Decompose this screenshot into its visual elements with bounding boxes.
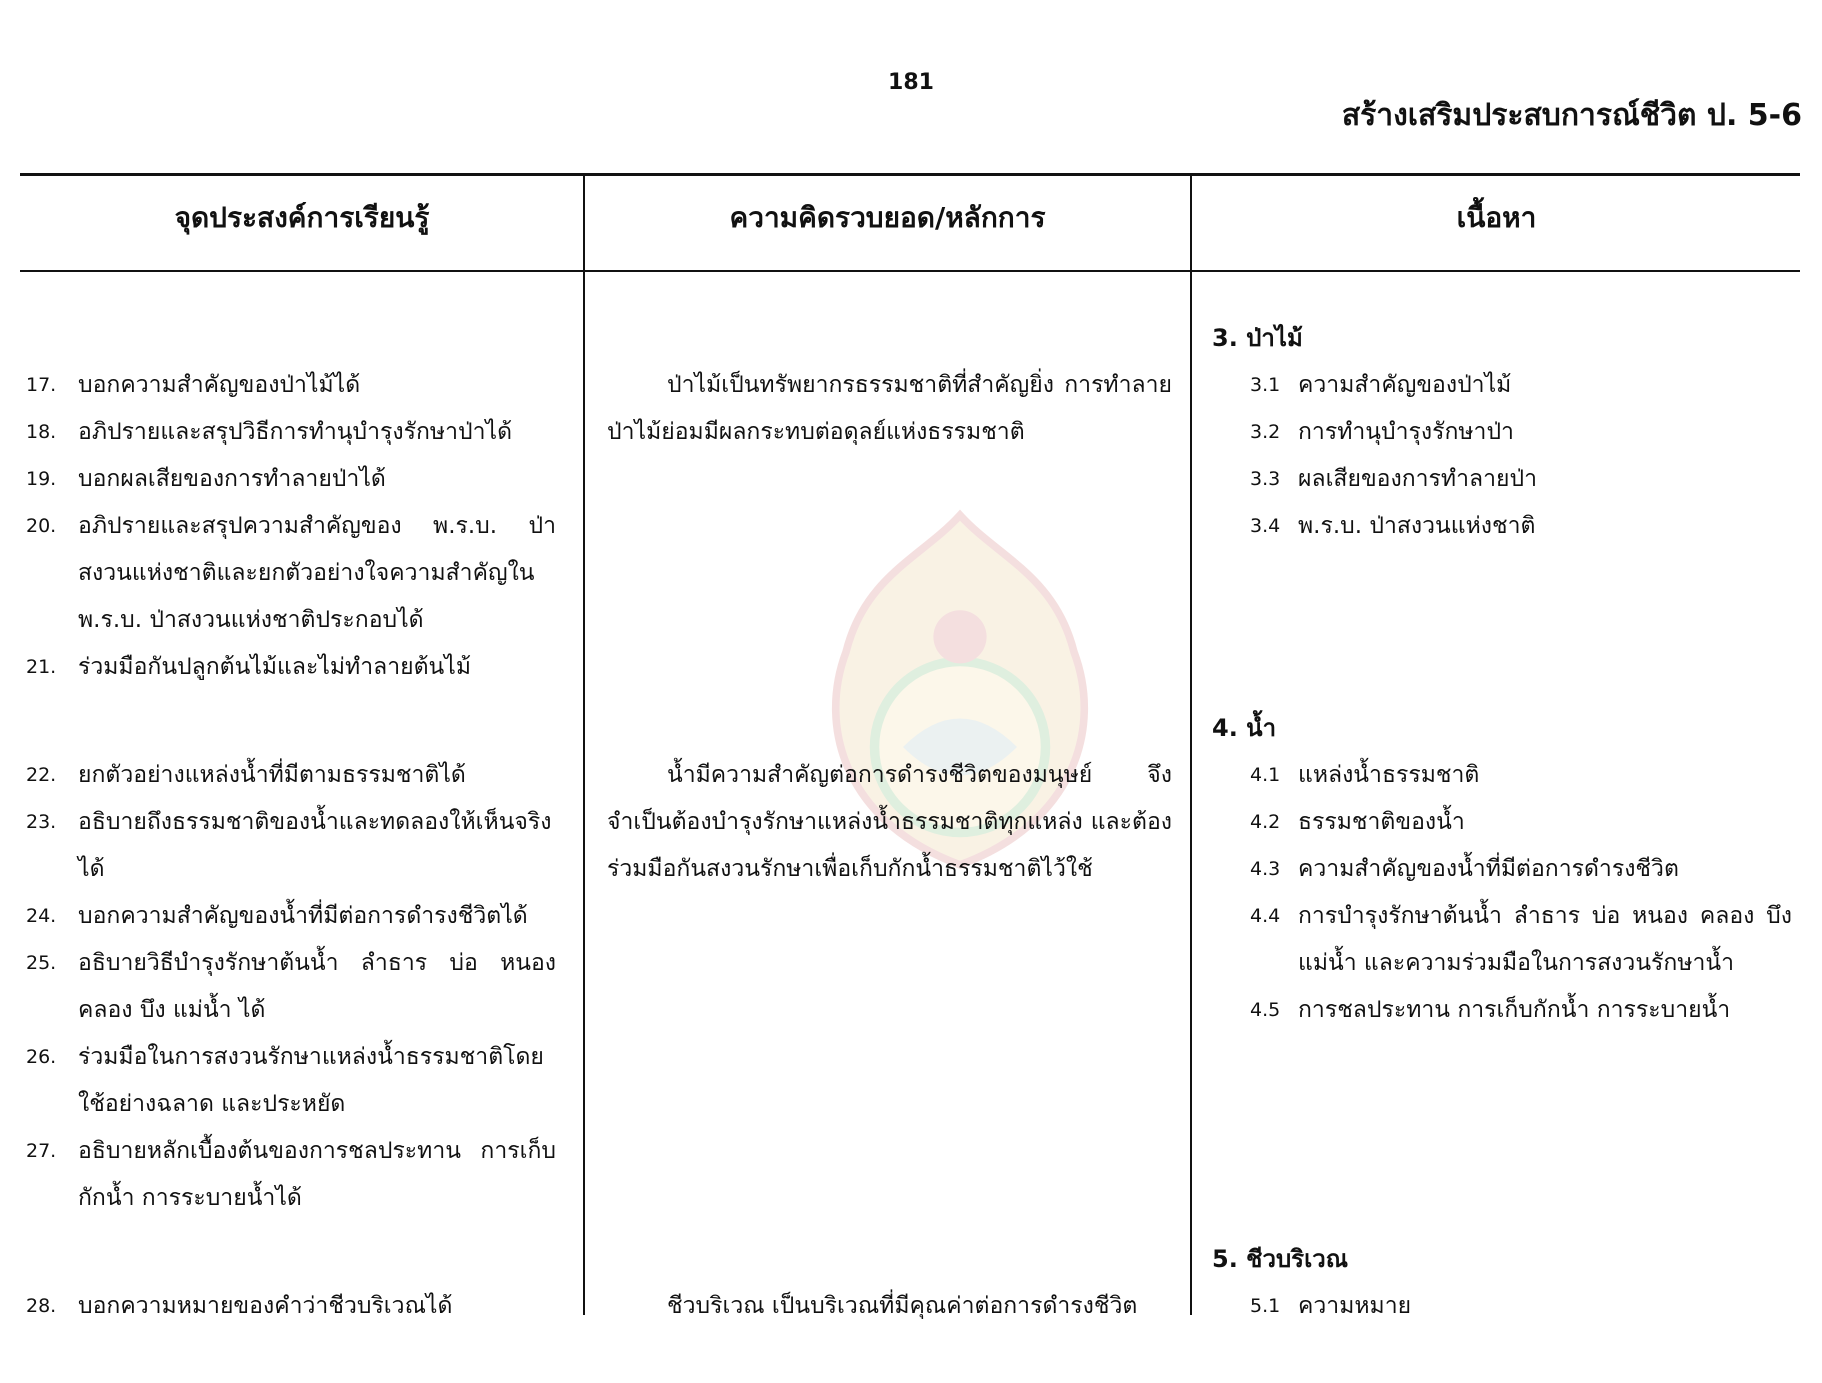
list-item: 27. อธิบายหลักเบื้องต้นของการชลประทาน การเก็บกักน้ำ การระบายน้ำได้ xyxy=(26,1138,556,1211)
list-item: 22. ยกตัวอย่างแหล่งน้ำที่มีตามธรรมชาติได้ xyxy=(26,762,466,788)
objectives-group-forest xyxy=(26,362,556,691)
section-heading: 4. น้ำ xyxy=(1212,714,1277,742)
header-content: เนื้อหา xyxy=(1456,201,1537,234)
header-concepts: ความคิดรวบยอด/หลักการ xyxy=(729,201,1046,234)
table-header-rule xyxy=(20,270,1800,272)
table-top-rule xyxy=(20,173,1800,176)
concept-water: น้ำมีความสำคัญต่อการดำรงชีวิตของมนุษย์ จึงจำเป็นต้องบำรุงรักษาแหล่งน้ำธรรมชาติทุกแหล่ง และต้องร่วมมือกันสงวนรักษาเพื่อเก็บกักน้ำธรรมชาติไว้ใช้ xyxy=(607,762,1172,882)
list-item: 28. บอกความหมายของคำว่าชีวบริเวณได้ xyxy=(26,1293,453,1319)
list-item: 23. อธิบายถึงธรรมชาติของน้ำและทดลองให้เห็นจริงได้ xyxy=(26,809,552,882)
content-water xyxy=(1212,705,1792,1034)
concept-forest: ป่าไม้เป็นทรัพยากรธรรมชาติที่สำคัญยิ่ง การทำลายป่าไม้ย่อมมีผลกระทบต่อดุลย์แห่งธรรมชาติ xyxy=(607,372,1172,445)
column-divider xyxy=(583,175,585,1315)
list-item: 18. อภิปรายและสรุปวิธีการทำนุบำรุงรักษาป่าได้ xyxy=(26,419,513,445)
list-item: 25. อธิบายวิธีบำรุงรักษาต้นน้ำ ลำธาร บ่อ หนอง คลอง บึง แม่น้ำ ได้ xyxy=(26,950,556,1023)
concept-biosphere: ชีวบริเวณ เป็นบริเวณที่มีคุณค่าต่อการดำรงชีวิต xyxy=(667,1293,1138,1319)
list-item: 3.1 ความสำคัญของป่าไม้ xyxy=(1250,372,1512,398)
list-item: 20. อภิปรายและสรุปความสำคัญของ พ.ร.บ. ป่าสงวนแห่งชาติและยกตัวอย่างใจความสำคัญใน พ.ร.บ. ป่าสงวนแห่งชาติประกอบได้ xyxy=(26,513,556,633)
list-item: 17. บอกความสำคัญของป่าไม้ได้ xyxy=(26,372,361,398)
content-biosphere xyxy=(1212,1236,1792,1330)
list-item: 26. ร่วมมือในการสงวนรักษาแหล่งน้ำธรรมชาติโดยใช้อย่างฉลาด และประหยัด xyxy=(26,1044,544,1117)
list-item: 4.1 แหล่งน้ำธรรมชาติ xyxy=(1250,762,1480,788)
page-number: 181 xyxy=(888,70,934,95)
list-item: 4.4 การบำรุงรักษาต้นน้ำ ลำธาร บ่อ หนอง คลอง บึง แม่น้ำ และความร่วมมือในการสงวนรักษาน้ำ xyxy=(1250,903,1792,976)
content-forest xyxy=(1212,315,1792,550)
list-item: 3.4 พ.ร.บ. ป่าสงวนแห่งชาติ xyxy=(1250,513,1536,539)
list-item: 4.3 ความสำคัญของน้ำที่มีต่อการดำรงชีวิต xyxy=(1250,856,1679,882)
list-item: 5.1 ความหมาย xyxy=(1250,1293,1412,1319)
column-divider xyxy=(1190,175,1192,1315)
list-item: 24. บอกความสำคัญของน้ำที่มีต่อการดำรงชีวิตได้ xyxy=(26,903,528,929)
list-item: 4.5 การชลประทาน การเก็บกักน้ำ การระบายน้ำ xyxy=(1250,997,1731,1023)
section-heading: 3. ป่าไม้ xyxy=(1212,324,1303,352)
book-title: สร้างเสริมประสบการณ์ชีวิต ป. 5-6 xyxy=(1341,98,1802,133)
list-item: 19. บอกผลเสียของการทำลายป่าได้ xyxy=(26,466,386,492)
objectives-group-water xyxy=(26,752,556,1222)
section-heading: 5. ชีวบริเวณ xyxy=(1212,1245,1349,1273)
objectives-group-biosphere xyxy=(26,1283,556,1330)
list-item: 3.3 ผลเสียของการทำลายป่า xyxy=(1250,466,1537,492)
header-objectives: จุดประสงค์การเรียนรู้ xyxy=(174,201,430,234)
list-item: 4.2 ธรรมชาติของน้ำ xyxy=(1250,809,1465,835)
list-item: 21. ร่วมมือกันปลูกต้นไม้และไม่ทำลายต้นไม้ xyxy=(26,654,472,680)
list-item: 3.2 การทำนุบำรุงรักษาป่า xyxy=(1250,419,1514,445)
